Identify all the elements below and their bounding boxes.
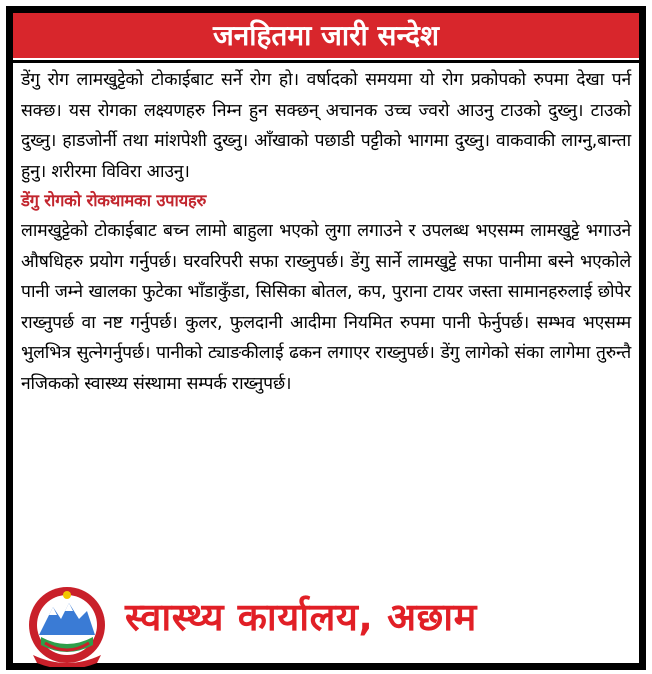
nepal-government-emblem-icon xyxy=(23,585,111,667)
footer xyxy=(13,575,639,663)
office-name: स्वास्थ्य कार्यालय, अछाम xyxy=(125,595,477,639)
notice-title: जनहितमा जारी सन्देश xyxy=(13,13,639,58)
intro-paragraph: डेंगु रोग लामखुट्टेको टोकाईबाट सर्ने रोग हो। वर्षादको समयमा यो रोग प्रकोपको रुपमा देखा पर्न सक्छ। यस रोगका लक्ष्यणहरु निम्न हुन सक्छन् अचानक उच्च ज्वरो आउनु टाउको दुख्नु। टाउको दुख्नु। हाडजोर्नी तथा मांशपेशी दुख्नु। आँखाको पछाडी पट्टीको भागमा दुख्नु। वाकवाकी लाग्नु,बान्ता हुनु। शरीरमा विविरा आउनु। xyxy=(21,70,631,182)
notice-frame xyxy=(6,6,646,670)
prevention-heading: डेंगु रोगको रोकथामका उपायहरु xyxy=(21,191,207,210)
notice-body xyxy=(21,65,631,399)
prevention-paragraph: लामखुट्टेको टोकाईबाट बच्न लामो बाहुला भएको लुगा लगाउने र उपलब्ध भएसम्म लामखुट्टे भगाउने औषधिहरु प्रयोग गर्नुपर्छ। घरवरिपरी सफा राख्नुपर्छ। डेंगु सार्ने लामखुट्टे सफा पानीमा बस्ने भएकोले पानी जम्ने खालका फुटेका भाँडाकुँडा, सिसिका बोतल, कप, पुराना टायर जस्ता सामानहरुलाई छोपेर राख्नुपर्छ वा नष्ट गर्नुपर्छ। कुलर, फुलदानी आदीमा नियमित रुपमा पानी फेर्नुपर्छ। सम्भव भएसम्म भुलभित्र सुत्नेगर्नुपर्छ। पानीको ट्याङकीलाई ढकन लगाएर राख्नुपर्छ। डेंगु लागेको संका लागेमा तुरुन्तै नजिकको स्वास्थ्य संस्थामा सम्पर्क राख्नुपर्छ। xyxy=(21,221,631,394)
header-divider xyxy=(13,60,639,63)
